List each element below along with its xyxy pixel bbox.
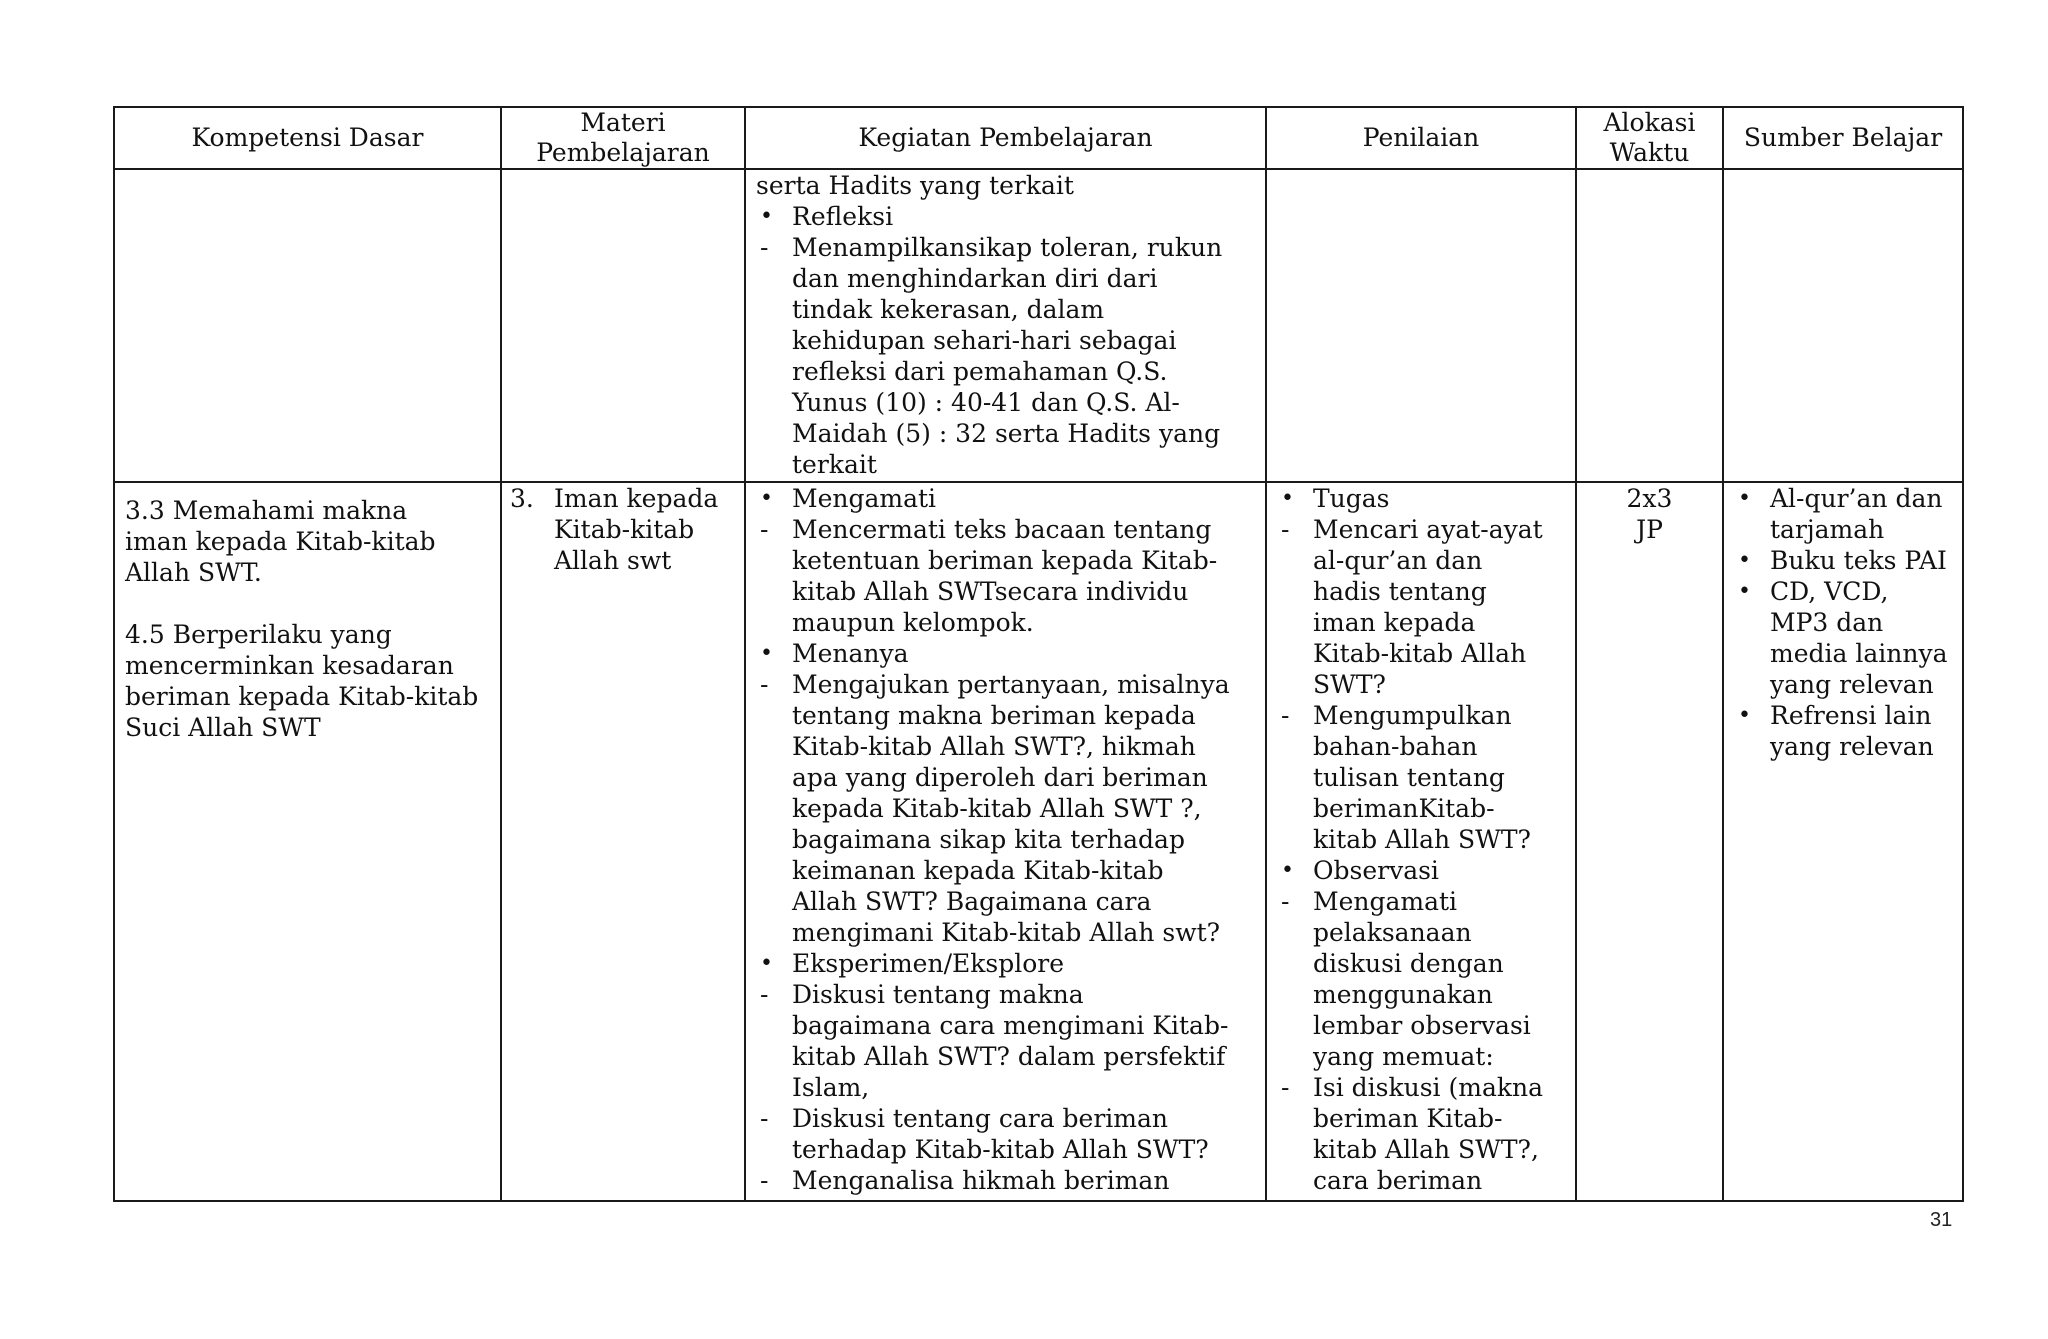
item-line: Menanya xyxy=(792,639,909,668)
materi-line: Iman kepada xyxy=(554,484,719,513)
cell-alokasi xyxy=(1576,482,1723,1201)
table-row xyxy=(114,482,1963,1201)
cell-materi xyxy=(501,482,745,1201)
item-line: Menganalisa hikmah beriman xyxy=(792,1166,1170,1195)
item-line: Islam, xyxy=(792,1073,870,1102)
item-line: media lainnya xyxy=(1770,639,1948,668)
cell-materi xyxy=(501,169,745,482)
item-line: terhadap Kitab-kitab Allah SWT? xyxy=(792,1135,1209,1164)
dash-icon: - xyxy=(1281,1073,1290,1102)
header-kegiatan-pembelajaran: Kegiatan Pembelajaran xyxy=(745,107,1266,169)
cell-kegiatan xyxy=(745,482,1266,1201)
item-line: tulisan tentang xyxy=(1313,763,1505,792)
kd-4-5 xyxy=(125,619,490,743)
bullet-item xyxy=(756,483,1255,514)
item-line: Menampilkansikap toleran, rukun xyxy=(792,233,1223,262)
item-line: yang relevan xyxy=(1770,732,1934,761)
bullet-item xyxy=(1277,855,1565,886)
kd-line: 3.3 Memahami makna xyxy=(125,496,408,525)
table-row xyxy=(114,169,1963,482)
bullet-item xyxy=(1277,483,1565,514)
item-line: yang relevan xyxy=(1770,670,1934,699)
sumber-list xyxy=(1734,483,1952,762)
item-line: bagaimana cara mengimani Kitab- xyxy=(792,1011,1229,1040)
dash-item xyxy=(1277,886,1565,1072)
item-line: lembar observasi xyxy=(1313,1011,1531,1040)
cell-sumber xyxy=(1723,169,1963,482)
item-line: pelaksanaan xyxy=(1313,918,1472,947)
item-line: maupun kelompok. xyxy=(792,608,1034,637)
item-line: Tugas xyxy=(1313,484,1390,513)
materi-line: Allah swt xyxy=(554,546,672,575)
bullet-item xyxy=(756,201,1255,232)
dash-icon: - xyxy=(760,233,769,262)
kd-line: Allah SWT. xyxy=(125,558,262,587)
item-line: hadis tentang xyxy=(1313,577,1487,606)
item-line: mengimani Kitab-kitab Allah swt? xyxy=(792,918,1221,947)
item-line: Allah SWT? Bagaimana cara xyxy=(792,887,1152,916)
item-line: Al-qur’an dan xyxy=(1770,484,1943,513)
item-line: Diskusi tentang cara beriman xyxy=(792,1104,1169,1133)
kd-line: Suci Allah SWT xyxy=(125,713,321,742)
item-line: menggunakan xyxy=(1313,980,1493,1009)
item-line: terkait xyxy=(792,450,877,479)
item-line: Refrensi lain xyxy=(1770,701,1932,730)
item-line: Buku teks PAI xyxy=(1770,546,1947,575)
item-line: kitab Allah SWT?, xyxy=(1313,1135,1539,1164)
kegiatan-list xyxy=(756,483,1255,1196)
bullet-icon: • xyxy=(760,951,773,976)
item-line: kitab Allah SWT? xyxy=(1313,825,1531,854)
dash-icon: - xyxy=(760,980,769,1009)
item-line: Isi diskusi (makna xyxy=(1313,1073,1544,1102)
kd-line: iman kepada Kitab-kitab xyxy=(125,527,436,556)
item-line: Maidah (5) : 32 serta Hadits yang xyxy=(792,419,1221,448)
item-line: Diskusi tentang makna xyxy=(792,980,1084,1009)
bullet-item xyxy=(756,948,1255,979)
item-line: Mencari ayat-ayat xyxy=(1313,515,1543,544)
syllabus-table xyxy=(113,106,1964,1202)
item-line: Yunus (10) : 40-41 dan Q.S. Al- xyxy=(792,388,1180,417)
header-sumber-belajar: Sumber Belajar xyxy=(1723,107,1963,169)
cell-kompetensi xyxy=(114,482,501,1201)
item-line: beriman Kitab- xyxy=(1313,1104,1503,1133)
cell-sumber xyxy=(1723,482,1963,1201)
kegiatan-list xyxy=(756,170,1255,480)
table-header-row xyxy=(114,107,1963,169)
bullet-icon: • xyxy=(1738,548,1751,573)
item-line: bagaimana sikap kita terhadap xyxy=(792,825,1185,854)
bullet-item xyxy=(1734,576,1952,700)
item-line: Mengumpulkan xyxy=(1313,701,1512,730)
header-materi-pembelajaran: Materi Pembelajaran xyxy=(501,107,745,169)
bullet-icon: • xyxy=(760,486,773,511)
dash-item xyxy=(756,1165,1255,1196)
item-line: Observasi xyxy=(1313,856,1439,885)
bullet-icon: • xyxy=(1738,486,1751,511)
penilaian-list xyxy=(1277,483,1565,1196)
dash-item xyxy=(1277,1072,1565,1196)
item-line: apa yang diperoleh dari beriman xyxy=(792,763,1208,792)
materi-number: 3. xyxy=(510,484,534,513)
item-line: Eksperimen/Eksplore xyxy=(792,949,1065,978)
kd-line: mencerminkan kesadaran xyxy=(125,651,454,680)
alokasi-line: 2x3 xyxy=(1626,484,1673,513)
bullet-item xyxy=(1734,483,1952,545)
bullet-icon: • xyxy=(1738,703,1751,728)
cell-kompetensi xyxy=(114,169,501,482)
item-line: Kitab-kitab Allah SWT?, hikmah xyxy=(792,732,1196,761)
item-line: iman kepada xyxy=(1313,608,1476,637)
text-item xyxy=(756,170,1255,201)
header-alokasi-waktu: Alokasi Waktu xyxy=(1576,107,1723,169)
bullet-icon: • xyxy=(1738,579,1751,604)
item-line: MP3 dan xyxy=(1770,608,1884,637)
item-line: refleksi dari pemahaman Q.S. xyxy=(792,357,1168,386)
item-line: tentang makna beriman kepada xyxy=(792,701,1196,730)
bullet-icon: • xyxy=(1281,486,1294,511)
bullet-item xyxy=(1734,545,1952,576)
item-line: cara beriman xyxy=(1313,1166,1483,1195)
bullet-item xyxy=(756,638,1255,669)
dash-icon: - xyxy=(1281,515,1290,544)
cell-kegiatan xyxy=(745,169,1266,482)
bullet-icon: • xyxy=(760,641,773,666)
dash-icon: - xyxy=(1281,887,1290,916)
header-kompetensi-dasar: Kompetensi Dasar xyxy=(114,107,501,169)
dash-item xyxy=(756,514,1255,638)
dash-item xyxy=(756,979,1255,1103)
bullet-icon: • xyxy=(1281,858,1294,883)
materi-line: Kitab-kitab xyxy=(554,515,695,544)
item-line: yang memuat: xyxy=(1313,1042,1494,1071)
item-line: berimanKitab- xyxy=(1313,794,1495,823)
dash-icon: - xyxy=(1281,701,1290,730)
dash-item xyxy=(756,1103,1255,1165)
alokasi-line: JP xyxy=(1636,515,1663,544)
page-number: 31 xyxy=(1930,1209,1953,1231)
item-line: kitab Allah SWTsecara individu xyxy=(792,577,1189,606)
kd-3-3 xyxy=(125,495,490,588)
dash-icon: - xyxy=(760,1104,769,1133)
item-line: keimanan kepada Kitab-kitab xyxy=(792,856,1164,885)
item-line: serta Hadits yang terkait xyxy=(756,171,1074,200)
item-line: Mengamati xyxy=(1313,887,1458,916)
kd-line: 4.5 Berperilaku yang xyxy=(125,620,392,649)
item-line: SWT? xyxy=(1313,670,1386,699)
item-line: kepada Kitab-kitab Allah SWT ?, xyxy=(792,794,1202,823)
dash-item xyxy=(756,669,1255,948)
item-line: bahan-bahan xyxy=(1313,732,1478,761)
dash-item xyxy=(756,232,1255,480)
item-line: tindak kekerasan, dalam xyxy=(792,295,1105,324)
item-line: al-qur’an dan xyxy=(1313,546,1483,575)
item-line: Mengajukan pertanyaan, misalnya xyxy=(792,670,1230,699)
item-line: dan menghindarkan diri dari xyxy=(792,264,1158,293)
item-line: Refleksi xyxy=(792,202,894,231)
dash-item xyxy=(1277,514,1565,700)
cell-penilaian xyxy=(1266,169,1576,482)
item-line: ketentuan beriman kepada Kitab- xyxy=(792,546,1218,575)
item-line: diskusi dengan xyxy=(1313,949,1504,978)
cell-penilaian xyxy=(1266,482,1576,1201)
bullet-item xyxy=(1734,700,1952,762)
kd-line: beriman kepada Kitab-kitab xyxy=(125,682,479,711)
dash-icon: - xyxy=(760,515,769,544)
item-line: kitab Allah SWT? dalam persfektif xyxy=(792,1042,1226,1071)
item-line: tarjamah xyxy=(1770,515,1885,544)
item-line: Mengamati xyxy=(792,484,937,513)
header-penilaian: Penilaian xyxy=(1266,107,1576,169)
materi-item xyxy=(510,483,734,576)
bullet-icon: • xyxy=(760,204,773,229)
item-line: Kitab-kitab Allah xyxy=(1313,639,1527,668)
dash-icon: - xyxy=(760,670,769,699)
dash-icon: - xyxy=(760,1166,769,1195)
item-line: kehidupan sehari-hari sebagai xyxy=(792,326,1177,355)
dash-item xyxy=(1277,700,1565,855)
item-line: Mencermati teks bacaan tentang xyxy=(792,515,1212,544)
item-line: CD, VCD, xyxy=(1770,577,1889,606)
cell-alokasi xyxy=(1576,169,1723,482)
